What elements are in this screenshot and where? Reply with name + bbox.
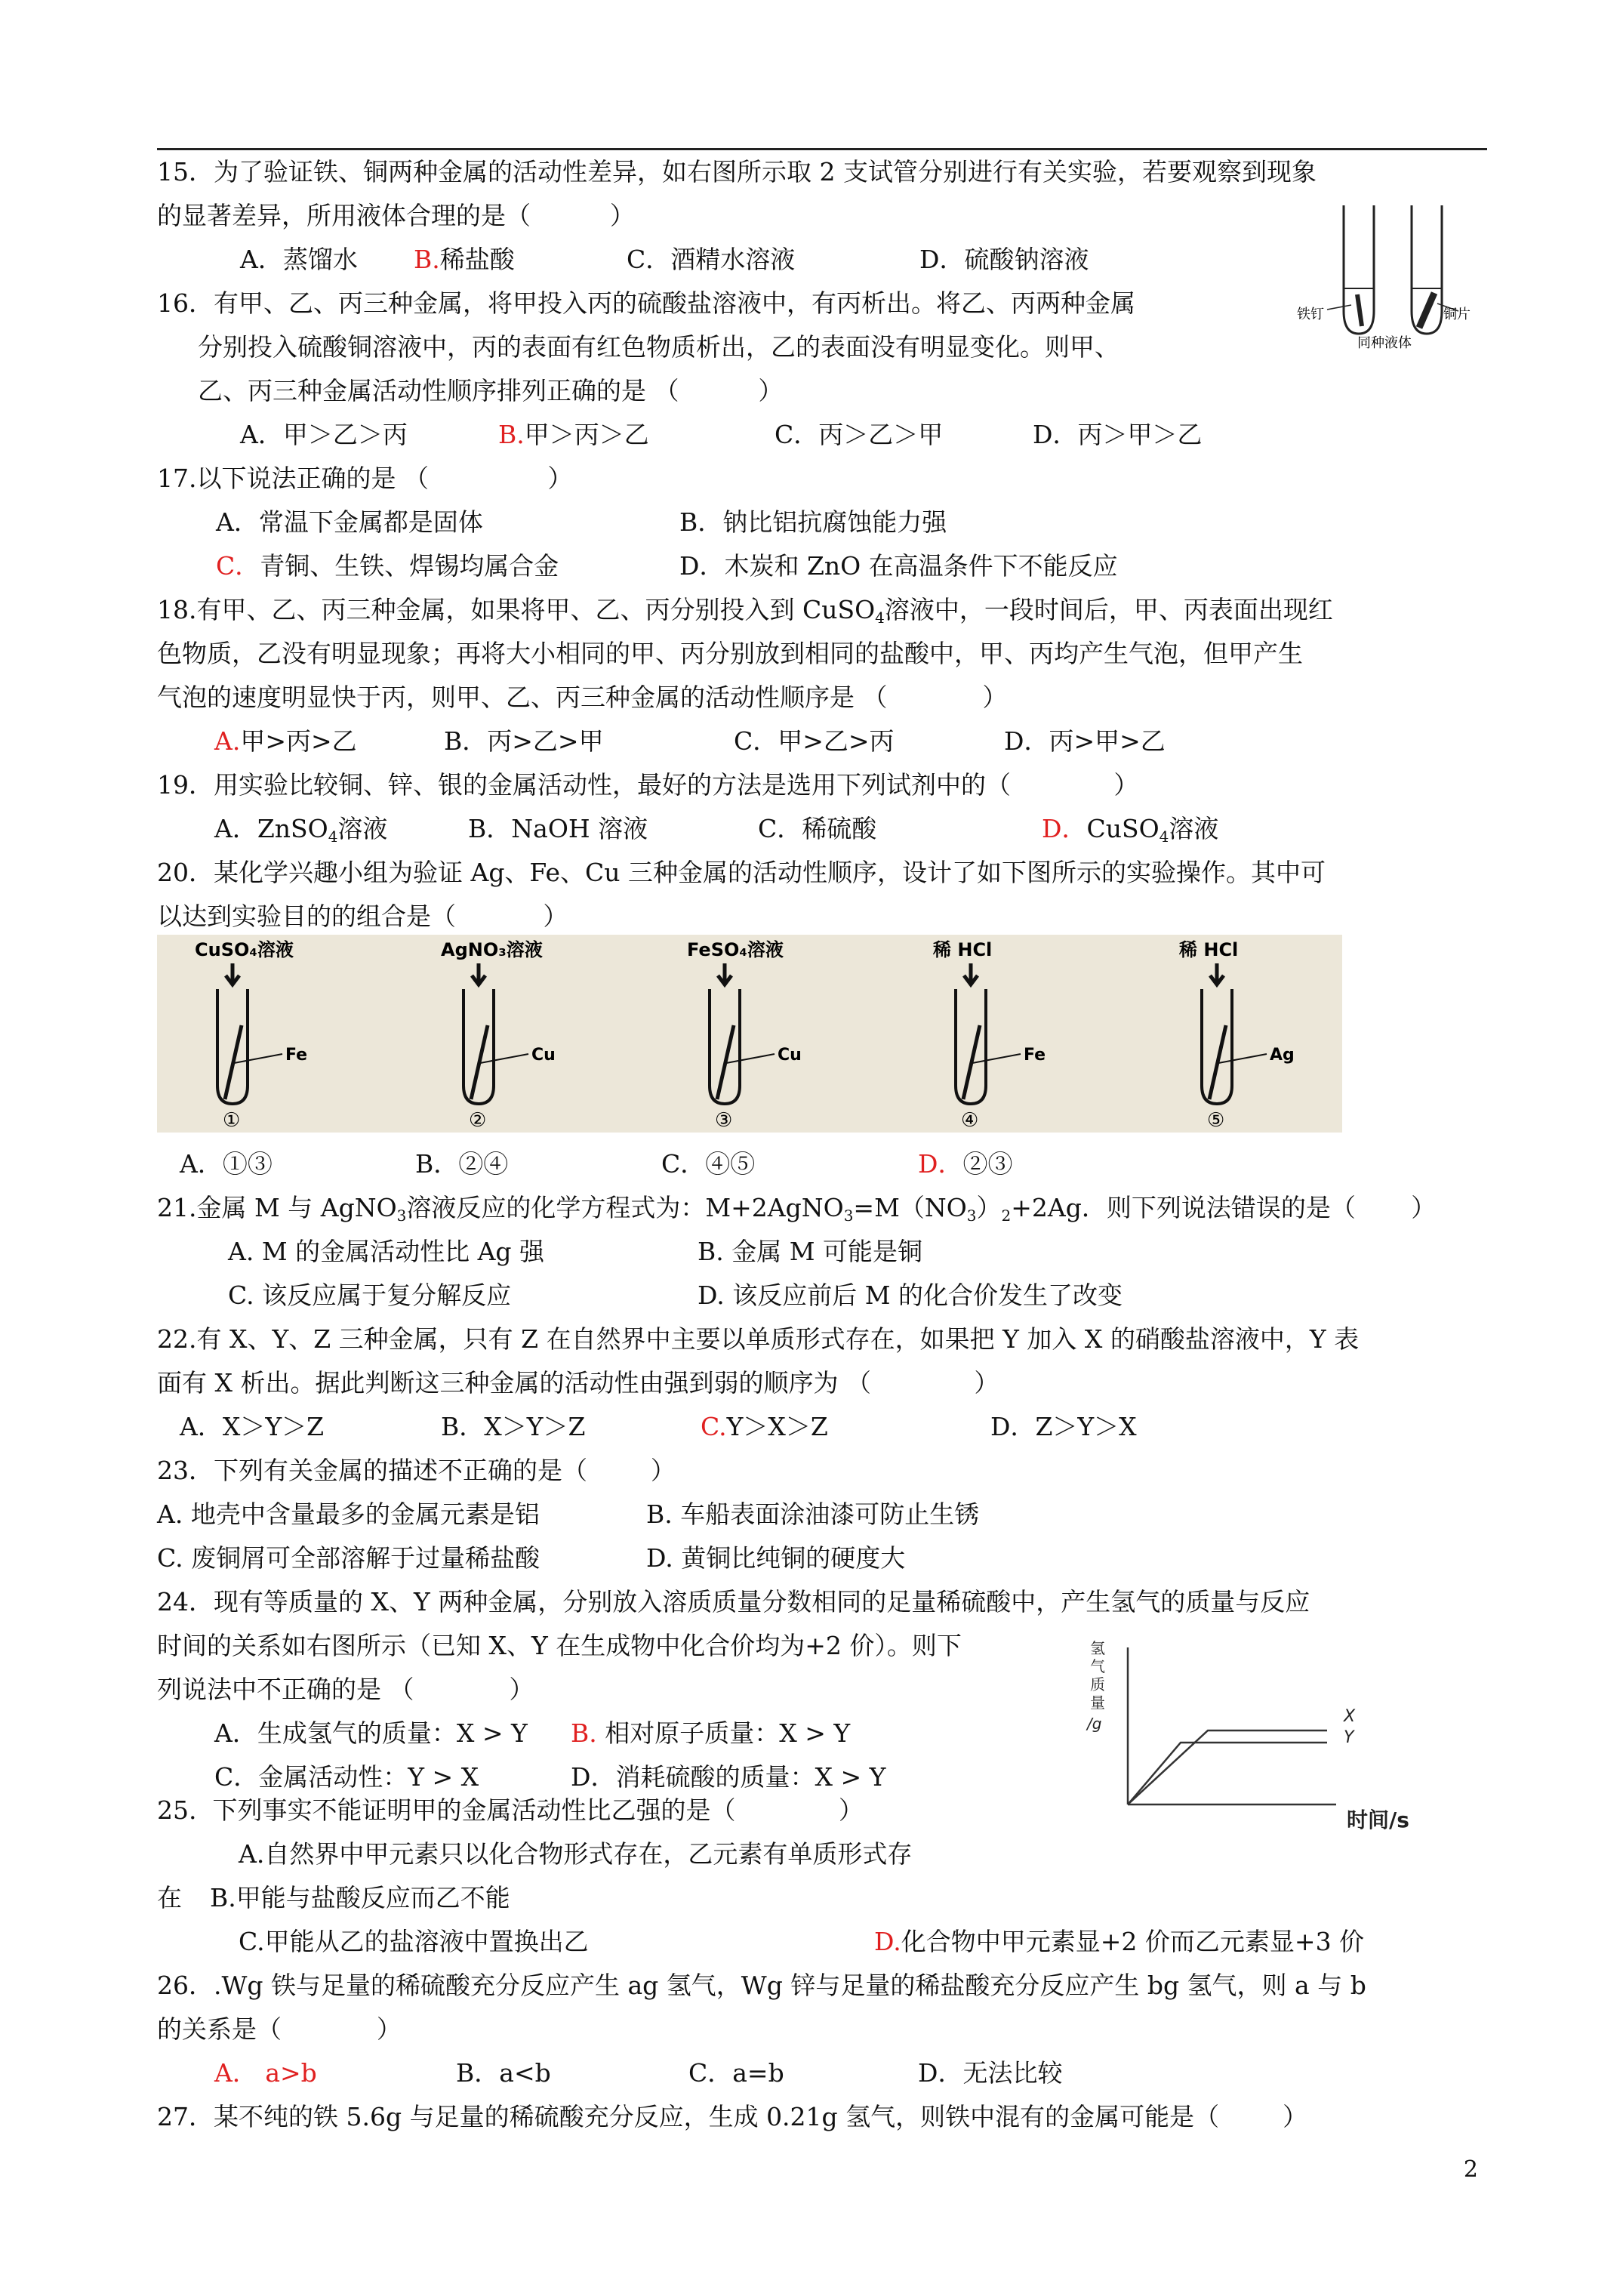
q24-option-a: A．生成氢气的质量：X > Y — [214, 1718, 528, 1748]
q24-option-b: B. 相对原子质量：X > Y — [571, 1718, 851, 1748]
q24-option-d: D．消耗硫酸的质量：X > Y — [571, 1762, 886, 1792]
q20-metal-label: Ag — [1270, 1046, 1295, 1065]
q22-option-b: B．X＞Y＞Z — [441, 1412, 586, 1441]
q22-line1: 22.有 X、Y、Z 三种金属，只有 Z 在自然界中主要以单质形式存在，如果把 Y 加入 X 的硝酸盐溶液中，Y 表 — [157, 1324, 1360, 1354]
q24-line3: 列说法中不正确的是 （ ） — [157, 1675, 534, 1704]
q23-option-d: D. 黄铜比纯铜的硬度大 — [646, 1543, 906, 1573]
q20-experiment-figure — [157, 935, 1342, 1133]
q20-figure-background — [157, 935, 1342, 1133]
q15-label-left: 铁钉 — [1297, 307, 1324, 322]
q15-option-a: A．蒸馏水 — [240, 245, 358, 274]
q19-line1: 19．用实验比较铜、锌、银的金属活动性，最好的方法是选用下列试剂中的（ ） — [157, 770, 1139, 800]
q25-line1: 25. 下列事实不能证明甲的金属活动性比乙强的是（ ） — [157, 1795, 864, 1825]
q20-tube-number: ④ — [961, 1109, 979, 1132]
q17-line1: 17.以下说法正确的是 （ ） — [157, 464, 573, 493]
q19-option-a: A．ZnSO$_4$溶液 — [214, 814, 388, 846]
q15-option-b: B.稀盐酸 — [414, 245, 515, 274]
q20-reagent-label: 稀 HCl — [933, 939, 993, 960]
q23-option-a: A. 地壳中含量最多的金属元素是铝 — [157, 1499, 540, 1529]
q16-option-d: D．丙＞甲＞乙 — [1033, 420, 1203, 449]
q18-line2: 色物质，乙没有明显现象；再将大小相同的甲、丙分别放到相同的盐酸中，甲、丙均产生气泡，但甲产生 — [157, 639, 1303, 668]
q21-option-d: D. 该反应前后 M 的化合价发生了改变 — [698, 1281, 1123, 1310]
q24-series-y: Y — [1344, 1728, 1354, 1747]
q24-ylabel-2: 气 — [1090, 1657, 1105, 1675]
q24-line2: 时间的关系如右图所示（已知 X、Y 在生成物中化合价均为+2 价）。则下 — [157, 1631, 962, 1660]
q16-option-b: B.甲＞丙＞乙 — [498, 420, 649, 449]
q24-line1: 24．现有等质量的 X、Y 两种金属，分别放入溶质质量分数相同的足量稀硫酸中，产生氢气的质量与反应 — [157, 1587, 1310, 1616]
q27-line1: 27．某不纯的铁 5.6g 与足量的稀硫酸充分反应，生成 0.21g 氢气，则铁中混有的金属可能是（ ） — [157, 2102, 1308, 2131]
q23-option-b: B. 车船表面涂油漆可防止生锈 — [646, 1499, 980, 1529]
q22-option-c: C.Y＞X＞Z — [701, 1412, 828, 1441]
q15-label-right: 铜片 — [1443, 307, 1471, 322]
q24-hydrogen-graph — [1072, 1632, 1464, 1836]
q19-option-d: D．CuSO$_4$溶液 — [1042, 814, 1219, 846]
q24-ylabel-4: 量 — [1090, 1693, 1105, 1712]
q15-line2: 的显著差异，所用液体合理的是（ ） — [157, 201, 635, 230]
q26-option-d: D．无法比较 — [918, 2058, 1063, 2088]
q15-label-bottom: 同种液体 — [1357, 335, 1412, 349]
q22-line2: 面有 X 析出。据此判断这三种金属的活动性由强到弱的顺序为 （ ） — [157, 1368, 999, 1398]
q15-line1: 15．为了验证铁、铜两种金属的活动性差异，如右图所示取 2 支试管分别进行有关实验，若要观察到现象 — [157, 157, 1317, 186]
q15-iron-nail — [1357, 294, 1362, 326]
q20-metal-label: Fe — [1024, 1046, 1046, 1065]
q26-option-a: A． a>b — [214, 2058, 317, 2088]
q18-line1: 18.有甲、乙、丙三种金属，如果将甲、乙、丙分别投入到 CuSO$_4$溶液中，一段时间后，甲、丙表面出现红 — [157, 595, 1333, 627]
q24-ylabel-1: 氢 — [1090, 1639, 1105, 1657]
q25-option-a-tail: 在 — [157, 1883, 182, 1912]
q17-option-b: B．钠比铝抗腐蚀能力强 — [679, 507, 947, 537]
q20-tube-number: ⑤ — [1207, 1109, 1225, 1132]
q18-option-c: C．甲>乙>丙 — [734, 726, 895, 756]
q26-line1: 26．.Wg 铁与足量的稀硫酸充分反应产生 ag 氢气，Wg 锌与足量的稀盐酸充分反应产生 bg 氢气，则 a 与 b — [157, 1971, 1366, 2000]
q24-yunit: /g — [1087, 1715, 1102, 1733]
q24-series-x: X — [1344, 1707, 1356, 1726]
q24-line-y — [1128, 1743, 1327, 1804]
q16-option-a: A．甲＞乙＞丙 — [240, 420, 408, 449]
page-number: 2 — [1463, 2156, 1478, 2183]
q20-option-d: D．②③ — [918, 1149, 1013, 1179]
q20-line2: 以达到实验目的的组合是（ ） — [157, 901, 568, 931]
q17-option-a: A．常温下金属都是固体 — [216, 507, 483, 537]
q17-option-d: D．木炭和 ZnO 在高温条件下不能反应 — [679, 551, 1118, 581]
q24-xlabel: 时间/s — [1347, 1808, 1409, 1832]
q20-option-a: A．①③ — [180, 1149, 273, 1179]
q18-option-a: A.甲>丙>乙 — [214, 726, 357, 756]
q20-option-c: C．④⑤ — [661, 1149, 756, 1179]
q24-line-x — [1128, 1730, 1327, 1804]
q20-reagent-label: FeSO₄溶液 — [687, 939, 784, 960]
q15-option-d: D．硫酸钠溶液 — [919, 245, 1089, 274]
q15-test-tube-figure — [1297, 198, 1471, 349]
q20-metal-label: Fe — [285, 1046, 308, 1065]
q26-option-c: C．a=b — [688, 2058, 784, 2088]
header-rule — [157, 148, 1487, 150]
q25-option-d: D.化合物中甲元素显+2 价而乙元素显+3 价 — [874, 1927, 1365, 1956]
q20-metal-label: Cu — [778, 1046, 802, 1065]
q22-option-a: A．X＞Y＞Z — [180, 1412, 325, 1441]
q25-option-c: C.甲能从乙的盐溶液中置换出乙 — [239, 1927, 589, 1956]
q20-tube-number: ① — [223, 1109, 241, 1132]
q23-option-c: C. 废铜屑可全部溶解于过量稀盐酸 — [157, 1543, 540, 1573]
q24-option-c: C．金属活动性：Y > X — [214, 1762, 479, 1792]
q21-line1: 21.金属 M 与 AgNO$_3$溶液反应的化学方程式为：$M+2AgNO_3=M(NO_3)_2+2Ag$．则下列说法错误的是（ ） — [157, 1193, 1437, 1225]
q24-ylabel-3: 质 — [1090, 1675, 1105, 1693]
q20-reagent-label: CuSO₄溶液 — [195, 939, 294, 960]
q22-option-d: D．Z＞Y＞X — [990, 1412, 1137, 1441]
q25-option-b: B.甲能与盐酸反应而乙不能 — [210, 1883, 510, 1912]
q26-option-b: B．a<b — [456, 2058, 551, 2088]
q15-option-c: C．酒精水溶液 — [627, 245, 796, 274]
q18-option-d: D．丙>甲>乙 — [1004, 726, 1166, 756]
q20-line1: 20．某化学兴趣小组为验证 Ag、Fe、Cu 三种金属的活动性顺序，设计了如下图所示的实验操作。其中可 — [157, 858, 1326, 887]
q15-copper-strip — [1419, 293, 1434, 328]
q25-option-a: A.自然界中甲元素只以化合物形式存在，乙元素有单质形式存 — [239, 1839, 913, 1869]
q16-option-c: C．丙＞乙＞甲 — [775, 420, 944, 449]
q18-option-b: B．丙>乙>甲 — [444, 726, 604, 756]
q20-metal-label: Cu — [531, 1046, 556, 1065]
q16-line2: 分别投入硫酸铜溶液中，丙的表面有红色物质析出，乙的表面没有明显变化。则甲、 — [198, 332, 1119, 362]
q21-option-b: B. 金属 M 可能是铜 — [698, 1237, 923, 1266]
q21-option-a: A. M 的金属活动性比 Ag 强 — [228, 1237, 545, 1266]
q23-line1: 23．下列有关金属的描述不正确的是（ ） — [157, 1456, 676, 1485]
q19-option-c: C．稀硫酸 — [758, 814, 877, 843]
q20-reagent-label: AgNO₃溶液 — [441, 939, 543, 960]
q17-option-c: C．青铜、生铁、焊锡均属合金 — [216, 551, 559, 581]
q20-tube-number: ③ — [715, 1109, 733, 1132]
q20-option-b: B．②④ — [415, 1149, 509, 1179]
q16-line3: 乙、丙三种金属活动性顺序排列正确的是 （ ） — [198, 376, 784, 405]
q20-tube-number: ② — [469, 1109, 487, 1132]
q26-line2: 的关系是（ ） — [157, 2014, 402, 2044]
q16-line1: 16．有甲、乙、丙三种金属，将甲投入丙的硫酸盐溶液中，有丙析出。将乙、丙两种金属 — [157, 288, 1135, 318]
q20-reagent-label: 稀 HCl — [1179, 939, 1239, 960]
q18-line3: 气泡的速度明显快于丙，则甲、乙、丙三种金属的活动性顺序是 （ ） — [157, 683, 1008, 712]
q21-option-c: C. 该反应属于复分解反应 — [228, 1281, 512, 1310]
q19-option-b: B．NaOH 溶液 — [468, 814, 648, 843]
